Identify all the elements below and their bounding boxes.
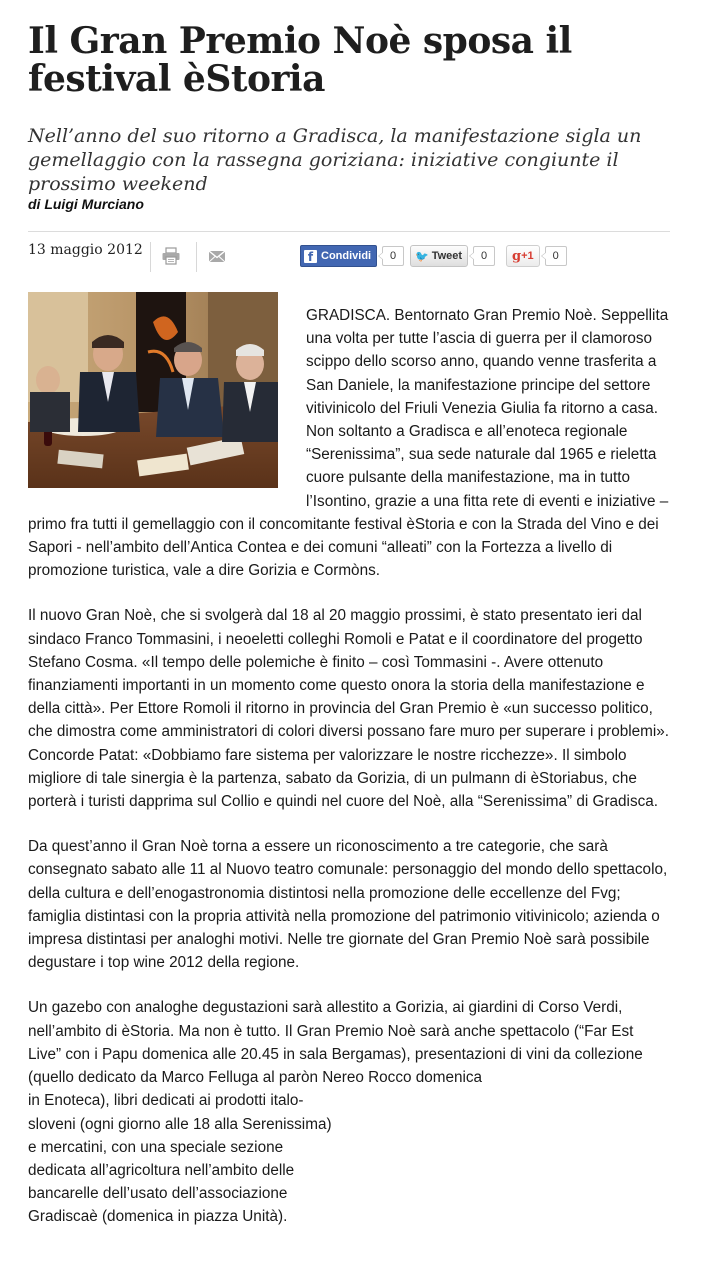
facebook-share-label: Condividi xyxy=(321,250,372,262)
facebook-icon: f xyxy=(304,250,317,263)
article-line: in Enoteca), libri dedicati ai prodotti italo- xyxy=(28,1092,304,1110)
article-line: bancarelle dell’usato dell’associazione xyxy=(28,1185,288,1203)
article-line: dedicata all’agricoltura nell’ambito delle xyxy=(28,1161,295,1179)
facebook-share xyxy=(300,245,404,267)
gplus-button[interactable] xyxy=(506,245,540,267)
article-paragraph-tail xyxy=(28,1089,670,1228)
article-line: sloveni (ogni giorno alle 18 alla Serenissima) xyxy=(28,1115,332,1133)
article-paragraph: Il nuovo Gran Noè, che si svolgerà dal 18 al 20 maggio prossimi, è stato presentato ieri dal sindaco Franco Tommasini, i neoeletti colleghi Romoli e Patat e il coordinatore del progetto Stefano Cosma. «Il tempo delle polemiche è finito – così Tommasini -. Avere ottenuto finanziamenti importanti in un momento come questo onora la storia della manifestazione e della città». Per Ettore Romoli il ritorno in provincia del Gran Premio è «un successo politico, che dimostra come amministratori di colori diversi possano fare muro per superare i problemi». Concorde Patat: «Dobbiamo fare sistema per valorizzare le nostre ricchezze». Il simbolo migliore di tale sinergia è la partenza, sabato da Gorizia, di un pulmann di èStoriabus, che porterà i turisti dapprima sul Collio e quindi nel cuore del Noè, alla “Serenissima” di Gradisca. xyxy=(28,607,670,811)
article-paragraph: GRADISCA. Bentornato Gran Premio Noè. Seppellita una volta per tutte l’ascia di guerra per il clamoroso scippo dello scorso anno, quando venne trasferita a San Daniele, la manifestazione principe del settore vitivinicolo del Friuli Venezia Giulia fa ritorno a casa. Non soltanto a Gradisca e all’enoteca regionale “Serenissima”, sua sede naturale dal 1965 e rieletta cuore pulsante della manifestazione, ma in tutto l’Isontino, grazie a una fitta rete di eventi e iniziative – primo fra tutti il gemellaggio con il concomitante festival èStoria e con la Strada del Vino e dei Sapori - nell’ambito dell’Antica Contea e dei comuni “alleati” con la Fortezza a livello di promozione turistica, vale a dire Gorizia e Cormòns. xyxy=(28,307,669,580)
toolbar-separator xyxy=(196,242,197,272)
tweet-button[interactable] xyxy=(410,245,468,267)
article-line: e mercatini, con una speciale sezione xyxy=(28,1138,284,1156)
article-paragraph: Un gazebo con analoghe degustazioni sarà allestito a Gorizia, ai giardini di Corso Verdi, nell’ambito di èStoria. Ma non è tutto. Il Gran Premio Noè sarà anche spettacolo (“Far Est Live” con i Papu domenica alle 20.45 in sala Bergamas), presentazioni di vini da collezione (quello dedicato da Marco Felluga al paròn Nereo Rocco domenica xyxy=(28,999,643,1087)
gplus-count: 0 xyxy=(545,246,567,266)
article-body xyxy=(28,304,670,1229)
article-paragraph: Da quest’anno il Gran Noè torna a essere un riconoscimento a tre categorie, che sarà consegnato sabato alle 11 al Nuovo teatro comunale: personaggio del mondo dello spettacolo, della cultura e dell’enogastronomia distintosi nella promozione delle eccellenze del Fvg; famiglia distintasi con la propria attività nella promozione del patrimonio vitivinicolo; azienda o impresa distintasi per analoghi motivi. Nelle tre giornate del Gran Premio Noè sarà possibile degustare i top wine 2012 della regione. xyxy=(28,838,668,972)
article-date: 13 maggio 2012 xyxy=(28,242,143,258)
print-icon[interactable] xyxy=(160,246,182,266)
article-line: Gradiscaè (domenica in piazza Unità). xyxy=(28,1208,288,1226)
envelope-icon[interactable] xyxy=(206,246,228,266)
tweet-label: Tweet xyxy=(431,250,463,262)
tweet-count: 0 xyxy=(473,246,495,266)
article-title: Il Gran Premio Noè sposa il festival èStoria xyxy=(28,20,572,100)
gplus-share xyxy=(506,245,567,267)
facebook-share-button[interactable] xyxy=(300,245,377,267)
gplus-label: +1 xyxy=(521,250,534,262)
toolbar-separator xyxy=(150,242,151,272)
article-byline: di Luigi Murciano xyxy=(28,196,144,212)
twitter-share xyxy=(410,245,495,267)
article-subtitle: Nell’anno del suo ritorno a Gradisca, la manifestazione sigla un gemellaggio con la rassegna goriziana: iniziative congiunte il prossimo weekend xyxy=(28,125,642,195)
facebook-share-count: 0 xyxy=(382,246,404,266)
gplus-icon: g xyxy=(512,248,522,264)
article-toolbar xyxy=(28,232,670,282)
twitter-bird-icon: 🐦 xyxy=(415,249,429,263)
